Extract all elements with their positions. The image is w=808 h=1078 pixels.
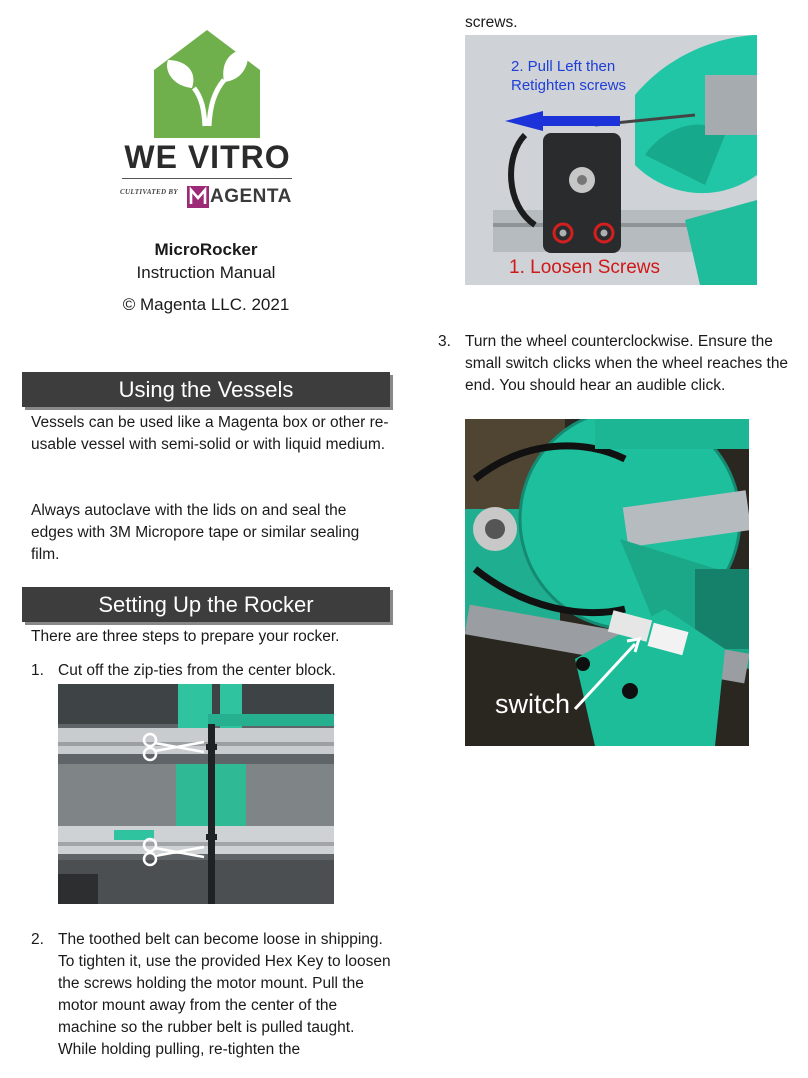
manual-subtitle: Instruction Manual (136, 263, 276, 282)
step-3 (438, 331, 798, 401)
pull-left-label-line-1: 2. Pull Left then (511, 58, 616, 75)
copyright-notice: © Magenta LLC. 2021 (122, 295, 290, 314)
step-number: 2. (31, 931, 44, 948)
step-text: Cut off the zip-ties from the center block. (58, 662, 336, 679)
magenta-logo-mark-icon (187, 186, 209, 208)
pull-left-label (511, 57, 626, 95)
zip-tie-photo (58, 684, 334, 904)
logo-divider (122, 178, 292, 179)
loosen-screws-label: 1. Loosen Screws (509, 257, 661, 278)
we-vitro-logo-house-icon (154, 30, 260, 138)
partner-name: AGENTA (210, 186, 292, 207)
motor-mount-photo (465, 35, 757, 285)
step-number: 1. (31, 662, 44, 679)
switch-label: switch (495, 689, 571, 719)
setup-intro: There are three steps to prepare your rocker. (31, 628, 340, 645)
step-text: Turn the wheel counterclockwise. Ensure the small switch clicks when the wheel reaches the end. You should hear an audible click. (465, 333, 789, 394)
step-text: The toothed belt can become loose in shipping. To tighten it, use the provided Hex Key to loosen the screws holding the motor mount. Pull the motor mount away from the center of the machine so the rubber belt is pulled taught. While holding pulling, re-tighten the (58, 931, 391, 1058)
pull-left-label-line-2: Retighten screws (511, 77, 627, 94)
switch-photo (465, 419, 749, 746)
step-number: 3. (438, 333, 451, 350)
vessels-paragraph-2: Always autoclave with the lids on and seal the edges with 3M Micropore tape or similar sealing film. (31, 502, 360, 563)
section-heading-vessels: Using the Vessels (22, 372, 390, 407)
cultivated-by-text: CULTIVATED BY (120, 188, 178, 196)
step-2 (31, 929, 391, 1069)
step-1 (31, 660, 391, 684)
section-heading-setup: Setting Up the Rocker (22, 587, 390, 622)
step-2-continued: screws. (465, 14, 518, 31)
brand-name: WE VITRO (124, 139, 291, 175)
product-title: MicroRocker (154, 240, 258, 259)
vessels-paragraph-1: Vessels can be used like a Magenta box or other re-usable vessel with semi-solid or with liquid medium. (31, 414, 389, 453)
